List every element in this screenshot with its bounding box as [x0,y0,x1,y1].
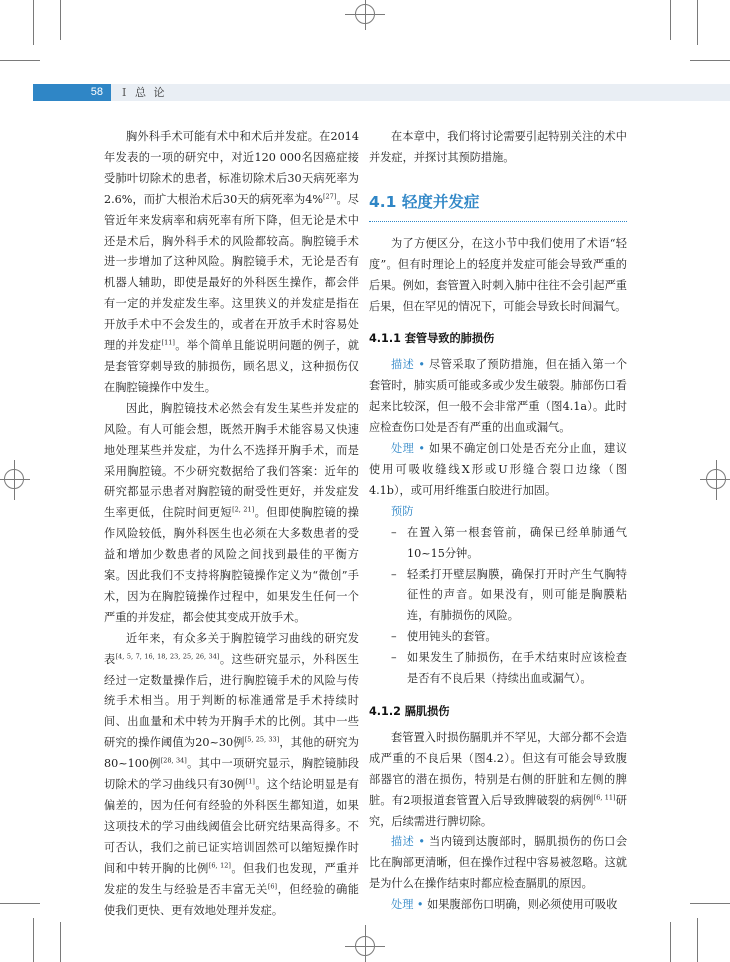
description-text: 尽管采取了预防措施，但在插入第一个套管时，肺实质可能或多或少发生破裂。肺部伤口看起来比较深，但一般不会非常严重（图4.1a）。此时应检查伤口处是否有严重的出血或漏气。 [369,358,628,435]
description-label: 描述 • [391,358,425,372]
citation: [2, 21] [232,505,255,514]
prevention-item-text: 轻柔打开壁层胸膜，确保打开时产生气胸特征性的声音。如果没有，则可能是胸膜粘连，有肺损伤的风险。 [407,567,627,623]
registration-mark-bottom-v [365,925,366,962]
diaphragm-text-end: 研究，后续需进行脾切除。 [369,793,627,828]
prevention-item [369,648,627,690]
paragraph-text-run: ，但经验的确能使我们更快、更有效地处理并发症。 [104,882,359,917]
left-paragraph-1 [104,127,359,399]
treatment-text: 如果腹部伤口明确，则必须使用可吸收 [423,898,618,912]
prevention-item-text: 如果发生了肺损伤，在手术结束时应该检查是否有不良后果（持续出血或漏气）。 [407,651,627,686]
paragraph-text-run: 。但即使胸腔镜的操作风险较低，胸外科医生也必须在大多数患者的受益和增加少数患者的风险之间找到最佳的平衡方案。因此我们不支持将胸腔镜操作定义为“微创”手术，因为在胸腔镜操作过程中，如果发生任何一个严重的并发症，都会使其变成开放手术。 [104,506,359,624]
dash-bullet: – [391,651,397,665]
page-number-box [33,84,111,101]
section-title: 4.1 轻度并发症 [369,192,480,211]
paragraph-text-run: 因此，胸腔镜技术必然会有发生某些并发症的风险。有人可能会想，既然开胸手术能容易又快速地处理某些并发症，为什么不选择开胸手术，而是采用胸腔镜。不少研究数据给了我们答案：近年的研究都显示患者对胸腔镜的耐受性更好，并发症发生率更低，住院时间更短 [104,401,359,520]
page-number: 58 [90,86,103,98]
paragraph-text-run: 。但我们也发现，严重并发症的发生与经验是否丰富无关 [104,861,359,896]
dash-bullet: – [391,567,397,581]
paragraph-text-run: 。其中一项研究显示，胸腔镜肺段切除术的学习曲线只有30例 [104,757,359,792]
left-paragraph-2 [104,399,359,629]
prevention-item [369,627,627,648]
registration-mark-left-v [14,460,15,500]
registration-mark-right-h [700,479,730,480]
lung-injury-description [369,355,627,439]
diaphragm-description [369,832,627,895]
lung-injury-treatment [369,439,627,502]
crop-mark-top-right-h [690,60,730,61]
crop-mark-top-left-h [0,60,40,61]
description-label: 描述 • [391,835,425,849]
crop-mark-bottom-right-v2 [670,922,671,962]
citation: [28, 34] [160,756,187,765]
crop-mark-bottom-left-v [33,918,34,962]
crop-mark-bottom-left-h [0,903,40,904]
section-title-rule [369,221,627,222]
prevention-item [369,523,627,565]
prevention-list [369,523,627,690]
right-column [369,127,627,916]
left-paragraph-3 [104,629,359,922]
crop-mark-bottom-right-h [690,903,730,904]
diaphragm-paragraph [369,728,627,833]
citation: [6] [267,881,278,890]
dash-bullet: – [391,630,397,644]
description-text: 当内镜到达腹部时，膈肌损伤的伤口会比在胸部更清晰，但在操作过程中容易被忽略。这就是为什么在操作结束时都应检查膈肌的原因。 [369,835,628,891]
header-part-numeral: I [122,86,127,99]
citation: [6, 11] [593,792,616,801]
paragraph-text-run: 。这个结论明显是有偏差的，因为任何有经验的外科医生都知道，如果这项技术的学习曲线阈值会比研究结果高得多。不可否认，我们之前已证实培训固然可以缩短操作时间和中转开胸的比例 [104,778,359,875]
right-intro-paragraph: 在本章中，我们将讨论需要引起特别关注的术中并发症，并探讨其预防措施。 [369,130,627,164]
crop-mark-top-right-v [697,0,698,45]
citation: [1] [245,777,255,786]
crop-mark-bottom-left-v2 [60,922,61,962]
prevention-item-text: 使用钝头的套管。 [407,630,497,644]
crop-mark-top-right-v2 [670,0,671,40]
citation: [5, 25, 33] [244,735,280,744]
dash-bullet: – [391,525,397,539]
treatment-label: 处理 • [391,442,425,456]
paragraph-text-run: 近年来，有众多关于胸腔镜学习曲线的研究发表 [104,631,359,666]
paragraph-text-run: ，其他的研究为80~100例 [104,736,359,771]
paragraph-text-run: 。尽管近年来发病率和病死率有所下降，但无论是术中还是术后，胸外科手术的风险都较高。胸腔镜手术进一步增加了这种风险。胸腔镜手术，无论是否有机器人辅助，即使是最好的外科医生操作，都会伴有一定的并发症发生率。这里狭义的并发症是指在开放手术中不会发生的，或者在开放手术时容易处理的并发症 [104,192,359,353]
paragraph-text-run: 胸外科手术可能有术中和术后并发症。在2014年发表的一项的研究中，对近120 000名因癌症接受肺叶切除术的患者，标准切除术后30天病死率为2.6%，而扩大根治术后30天的病死率为4% [104,130,359,206]
citation: [11] [161,338,175,347]
citation: [4, 5, 7, 16, 18, 23, 25, 26, 34] [115,651,220,660]
prevention-item-text: 在置入第一根套管前，确保已经单肺通气10~15分钟。 [407,525,627,560]
header-section-title: 总 论 [135,86,167,99]
paragraph-text-run: 。举个简单且能说明问题的例子，就是套管穿刺导致的肺损伤，顾名思义，这种损伤仅在胸腔镜操作中发生。 [104,339,359,394]
citation: [6, 12] [208,860,231,869]
prevention-item [369,565,627,628]
left-column [104,127,359,921]
crop-mark-bottom-right-v [697,918,698,962]
prevention-label: 预防 [391,504,414,518]
subsection-title-diaphragm-injury: 4.1.2 膈肌损伤 [369,704,450,718]
treatment-label: 处理 • [391,898,424,912]
paragraph-text-run: 。这些研究显示，外科医生经过一定数量操作后，进行胸腔镜手术的风险与传统手术相当。用于判断的标准通常是手术持续时间、出血量和术中转为开胸手术的比例。其中一些研究的操作阈值为20~30例 [104,652,359,750]
diaphragm-text: 套管置入时损伤膈肌并不罕见，大部分都不会造成严重的不良后果（图4.2）。但这有可能会导致腹部器官的潜在损伤，特别是右侧的肝脏和左侧的脾脏。有2项报道套管置入后导致脾破裂的病例 [369,730,627,807]
registration-mark-top-v [365,0,366,30]
diaphragm-treatment [369,895,627,916]
section-paragraph: 为了方便区分，在这小节中我们使用了术语“轻度”。但有时理论上的轻度并发症可能会导致严重的后果。例如，套管置入时刺入肺中往往不会引起严重后果，但在罕见的情况下，可能会导致长时间漏气。 [369,236,627,313]
citation: [27] [323,191,337,200]
subsection-title-lung-injury: 4.1.1 套管导致的肺损伤 [369,332,495,346]
treatment-text: 如果不确定创口处是否充分止血，建议使用可吸收缝线X形或U形缝合裂口边缘（图4.1b），或可用纤维蛋白胶进行加固。 [369,442,628,497]
crop-mark-top-left-v2 [60,0,61,40]
crop-mark-top-left-v [33,0,34,45]
registration-mark-left-h [0,479,30,480]
registration-mark-right-v [716,460,717,500]
